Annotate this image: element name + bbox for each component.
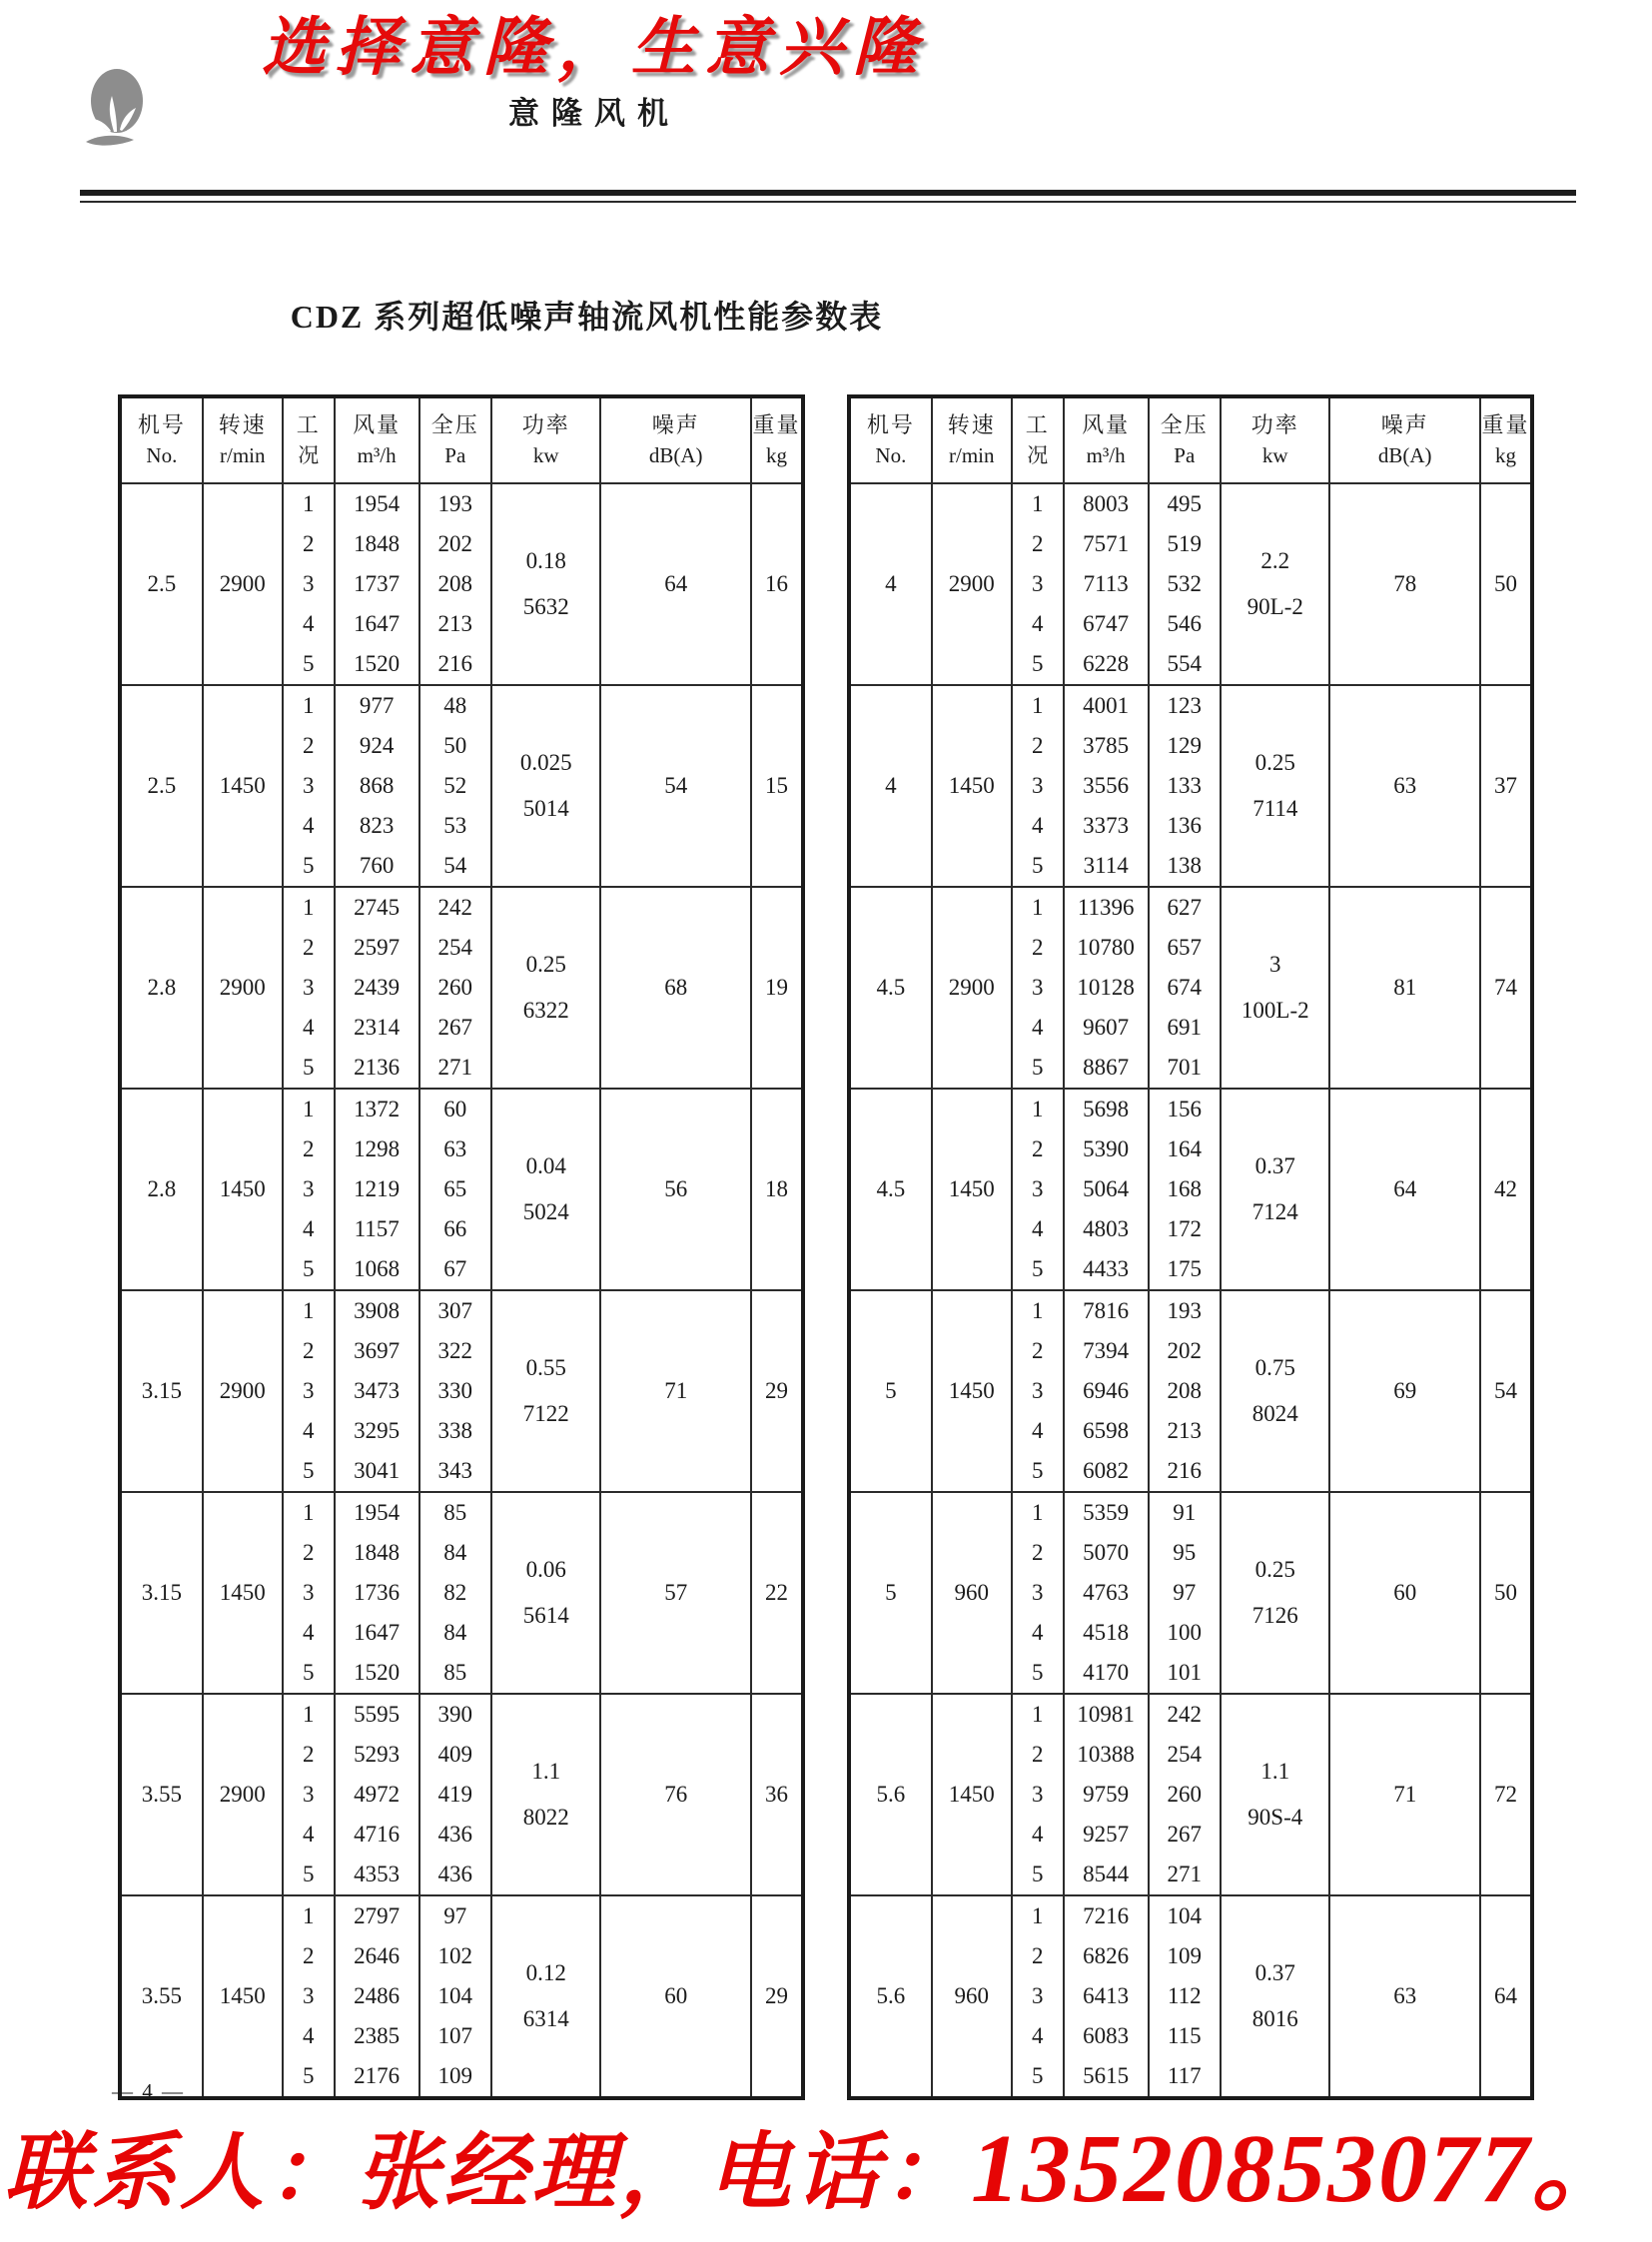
cell-noise: 56 (600, 1089, 750, 1290)
cell-rpm: 2900 (932, 887, 1012, 1089)
contact-phone: 13520853077。 (971, 2115, 1632, 2223)
cell-pressure: 495 519 532 546 554 (1149, 483, 1222, 685)
column-header-condition: 工 况 (1012, 396, 1064, 483)
column-header-rpm: 转速 r/min (932, 396, 1012, 483)
cell-power: 0.025 5014 (491, 685, 600, 887)
cell-condition: 1 2 3 4 5 (1012, 1492, 1064, 1694)
red-slogan-banner: 选择意隆，生意兴隆 (262, 12, 927, 83)
cell-no: 4 (849, 483, 932, 685)
cell-flow: 1372 1298 1219 1157 1068 (335, 1089, 419, 1290)
cell-pressure: 60 63 65 66 67 (419, 1089, 492, 1290)
cell-condition: 1 2 3 4 5 (283, 1089, 335, 1290)
cell-no: 2.5 (120, 685, 203, 887)
page-title: CDZ 系列超低噪声轴流风机性能参数表 (290, 299, 884, 335)
cell-no: 4 (849, 685, 932, 887)
cell-condition: 1 2 3 4 5 (1012, 685, 1064, 887)
cell-flow: 2797 2646 2486 2385 2176 (335, 1895, 419, 2098)
spec-table-right (847, 394, 1534, 2100)
cell-no: 3.55 (120, 1895, 203, 2098)
cell-power: 0.12 6314 (491, 1895, 600, 2098)
cell-power: 1.1 90S-4 (1221, 1694, 1329, 1895)
column-header-power: 功率 kw (491, 396, 600, 483)
cell-rpm: 1450 (932, 1290, 1012, 1492)
cell-power: 2.2 90L-2 (1221, 483, 1329, 685)
fan-spec-group-row (120, 1089, 803, 1290)
fan-spec-group-row (849, 1694, 1532, 1895)
cell-flow: 1954 1848 1736 1647 1520 (335, 1492, 419, 1694)
cell-power: 0.55 7122 (491, 1290, 600, 1492)
fan-spec-group-row (849, 685, 1532, 887)
cell-weight: 29 (751, 1895, 803, 2098)
cell-noise: 81 (1329, 887, 1479, 1089)
cell-noise: 68 (600, 887, 750, 1089)
fan-spec-group-row (849, 1089, 1532, 1290)
fan-spec-group-row (120, 1290, 803, 1492)
contact-banner (4, 2089, 1652, 2230)
cell-pressure: 97 102 104 107 109 (419, 1895, 492, 2098)
cell-pressure: 307 322 330 338 343 (419, 1290, 492, 1492)
cell-no: 3.15 (120, 1290, 203, 1492)
cell-weight: 64 (1480, 1895, 1532, 2098)
cell-pressure: 242 254 260 267 271 (419, 887, 492, 1089)
fan-spec-group-row (849, 1895, 1532, 2098)
cell-noise: 76 (600, 1694, 750, 1895)
cell-no: 5.6 (849, 1895, 932, 2098)
cell-noise: 64 (1329, 1089, 1479, 1290)
fan-spec-group-row (849, 1290, 1532, 1492)
cell-weight: 42 (1480, 1089, 1532, 1290)
cell-pressure: 390 409 419 436 436 (419, 1694, 492, 1895)
cell-flow: 2745 2597 2439 2314 2136 (335, 887, 419, 1089)
cell-rpm: 2900 (932, 483, 1012, 685)
fan-spec-group-row (120, 483, 803, 685)
cell-power: 0.04 5024 (491, 1089, 600, 1290)
cell-noise: 71 (600, 1290, 750, 1492)
cell-pressure: 48 50 52 53 54 (419, 685, 492, 887)
column-header-pressure: 全压 Pa (419, 396, 492, 483)
cell-noise: 54 (600, 685, 750, 887)
column-header-weight: 重量 kg (1480, 396, 1532, 483)
brand-title: 意隆风机 (508, 96, 680, 131)
column-header-noise: 噪声 dB(A) (600, 396, 750, 483)
cell-weight: 15 (751, 685, 803, 887)
cell-weight: 19 (751, 887, 803, 1089)
fan-spec-group-row (120, 1895, 803, 2098)
cell-power: 0.06 5614 (491, 1492, 600, 1694)
cell-condition: 1 2 3 4 5 (283, 1492, 335, 1694)
cell-rpm: 960 (932, 1492, 1012, 1694)
fan-spec-group-row (849, 887, 1532, 1089)
column-header-weight: 重量 kg (751, 396, 803, 483)
cell-condition: 1 2 3 4 5 (1012, 887, 1064, 1089)
cell-noise: 69 (1329, 1290, 1479, 1492)
cell-rpm: 1450 (203, 1492, 283, 1694)
cell-no: 3.15 (120, 1492, 203, 1694)
cell-pressure: 242 254 260 267 271 (1149, 1694, 1222, 1895)
cell-noise: 63 (1329, 685, 1479, 887)
cell-rpm: 1450 (932, 1694, 1012, 1895)
cell-power: 0.37 7124 (1221, 1089, 1329, 1290)
cell-weight: 74 (1480, 887, 1532, 1089)
cell-power: 0.37 8016 (1221, 1895, 1329, 2098)
cell-pressure: 156 164 168 172 175 (1149, 1089, 1222, 1290)
cell-power: 3 100L-2 (1221, 887, 1329, 1089)
header-rule-thin (80, 201, 1576, 203)
cell-power: 0.75 8024 (1221, 1290, 1329, 1492)
cell-noise: 64 (600, 483, 750, 685)
cell-flow: 5698 5390 5064 4803 4433 (1064, 1089, 1149, 1290)
column-header-flow: 风量 m³/h (1064, 396, 1149, 483)
cell-flow: 8003 7571 7113 6747 6228 (1064, 483, 1149, 685)
cell-pressure: 627 657 674 691 701 (1149, 887, 1222, 1089)
fan-spec-group-row (849, 1492, 1532, 1694)
cell-no: 2.8 (120, 1089, 203, 1290)
cell-weight: 18 (751, 1089, 803, 1290)
column-header-no: 机号 No. (849, 396, 932, 483)
cell-no: 2.8 (120, 887, 203, 1089)
cell-condition: 1 2 3 4 5 (1012, 1290, 1064, 1492)
cell-power: 1.1 8022 (491, 1694, 600, 1895)
cell-power: 0.25 6322 (491, 887, 600, 1089)
cell-condition: 1 2 3 4 5 (283, 685, 335, 887)
cell-rpm: 960 (932, 1895, 1012, 2098)
cell-condition: 1 2 3 4 5 (1012, 483, 1064, 685)
spec-tables (118, 394, 1534, 2100)
column-header-pressure: 全压 Pa (1149, 396, 1222, 483)
column-header-flow: 风量 m³/h (335, 396, 419, 483)
cell-flow: 5359 5070 4763 4518 4170 (1064, 1492, 1149, 1694)
cell-no: 5 (849, 1492, 932, 1694)
cell-weight: 29 (751, 1290, 803, 1492)
cell-condition: 1 2 3 4 5 (283, 483, 335, 685)
fan-spec-group-row (120, 1492, 803, 1694)
column-header-power: 功率 kw (1221, 396, 1329, 483)
cell-rpm: 1450 (203, 685, 283, 887)
cell-no: 2.5 (120, 483, 203, 685)
cell-flow: 11396 10780 10128 9607 8867 (1064, 887, 1149, 1089)
cell-noise: 71 (1329, 1694, 1479, 1895)
cell-flow: 977 924 868 823 760 (335, 685, 419, 887)
fan-spec-group-row (120, 685, 803, 887)
cell-rpm: 1450 (203, 1895, 283, 2098)
cell-weight: 50 (1480, 1492, 1532, 1694)
cell-rpm: 1450 (932, 685, 1012, 887)
cell-pressure: 91 95 97 100 101 (1149, 1492, 1222, 1694)
cell-flow: 1954 1848 1737 1647 1520 (335, 483, 419, 685)
page-number: — 4 — (112, 2079, 185, 2103)
cell-no: 5.6 (849, 1694, 932, 1895)
cell-no: 5 (849, 1290, 932, 1492)
cell-no: 4.5 (849, 887, 932, 1089)
cell-condition: 1 2 3 4 5 (283, 1290, 335, 1492)
cell-weight: 37 (1480, 685, 1532, 887)
cell-rpm: 1450 (203, 1089, 283, 1290)
cell-flow: 4001 3785 3556 3373 3114 (1064, 685, 1149, 887)
cell-no: 4.5 (849, 1089, 932, 1290)
cell-noise: 78 (1329, 483, 1479, 685)
cell-pressure: 193 202 208 213 216 (1149, 1290, 1222, 1492)
column-header-condition: 工 况 (283, 396, 335, 483)
cell-noise: 57 (600, 1492, 750, 1694)
cell-noise: 63 (1329, 1895, 1479, 2098)
cell-flow: 7216 6826 6413 6083 5615 (1064, 1895, 1149, 2098)
cell-weight: 54 (1480, 1290, 1532, 1492)
cell-rpm: 2900 (203, 1694, 283, 1895)
column-header-rpm: 转速 r/min (203, 396, 283, 483)
cell-flow: 3908 3697 3473 3295 3041 (335, 1290, 419, 1492)
cell-rpm: 2900 (203, 887, 283, 1089)
cell-weight: 16 (751, 483, 803, 685)
cell-rpm: 2900 (203, 1290, 283, 1492)
cell-condition: 1 2 3 4 5 (1012, 1089, 1064, 1290)
header-row (849, 396, 1532, 483)
fan-spec-group-row (120, 887, 803, 1089)
cell-pressure: 85 84 82 84 85 (419, 1492, 492, 1694)
cell-weight: 36 (751, 1694, 803, 1895)
cell-weight: 22 (751, 1492, 803, 1694)
cell-power: 0.25 7126 (1221, 1492, 1329, 1694)
fan-spec-group-row (849, 483, 1532, 685)
contact-label: 联系人：张经理，电话： (4, 2127, 972, 2220)
cell-condition: 1 2 3 4 5 (1012, 1694, 1064, 1895)
cell-flow: 5595 5293 4972 4716 4353 (335, 1694, 419, 1895)
cell-rpm: 1450 (932, 1089, 1012, 1290)
header-rule-thick (80, 190, 1576, 196)
cell-noise: 60 (1329, 1492, 1479, 1694)
column-header-no: 机号 No. (120, 396, 203, 483)
cell-noise: 60 (600, 1895, 750, 2098)
column-header-noise: 噪声 dB(A) (1329, 396, 1479, 483)
cell-power: 0.25 7114 (1221, 685, 1329, 887)
cell-pressure: 193 202 208 213 216 (419, 483, 492, 685)
cell-condition: 1 2 3 4 5 (283, 887, 335, 1089)
cell-flow: 7816 7394 6946 6598 6082 (1064, 1290, 1149, 1492)
cell-power: 0.18 5632 (491, 483, 600, 685)
cell-rpm: 2900 (203, 483, 283, 685)
cell-flow: 10981 10388 9759 9257 8544 (1064, 1694, 1149, 1895)
cell-no: 3.55 (120, 1694, 203, 1895)
cell-condition: 1 2 3 4 5 (283, 1895, 335, 2098)
cell-pressure: 104 109 112 115 117 (1149, 1895, 1222, 2098)
cell-weight: 72 (1480, 1694, 1532, 1895)
cell-pressure: 123 129 133 136 138 (1149, 685, 1222, 887)
spec-table-left (118, 394, 805, 2100)
cell-condition: 1 2 3 4 5 (1012, 1895, 1064, 2098)
fan-spec-group-row (120, 1694, 803, 1895)
cell-condition: 1 2 3 4 5 (283, 1694, 335, 1895)
header-row (120, 396, 803, 483)
cell-weight: 50 (1480, 483, 1532, 685)
